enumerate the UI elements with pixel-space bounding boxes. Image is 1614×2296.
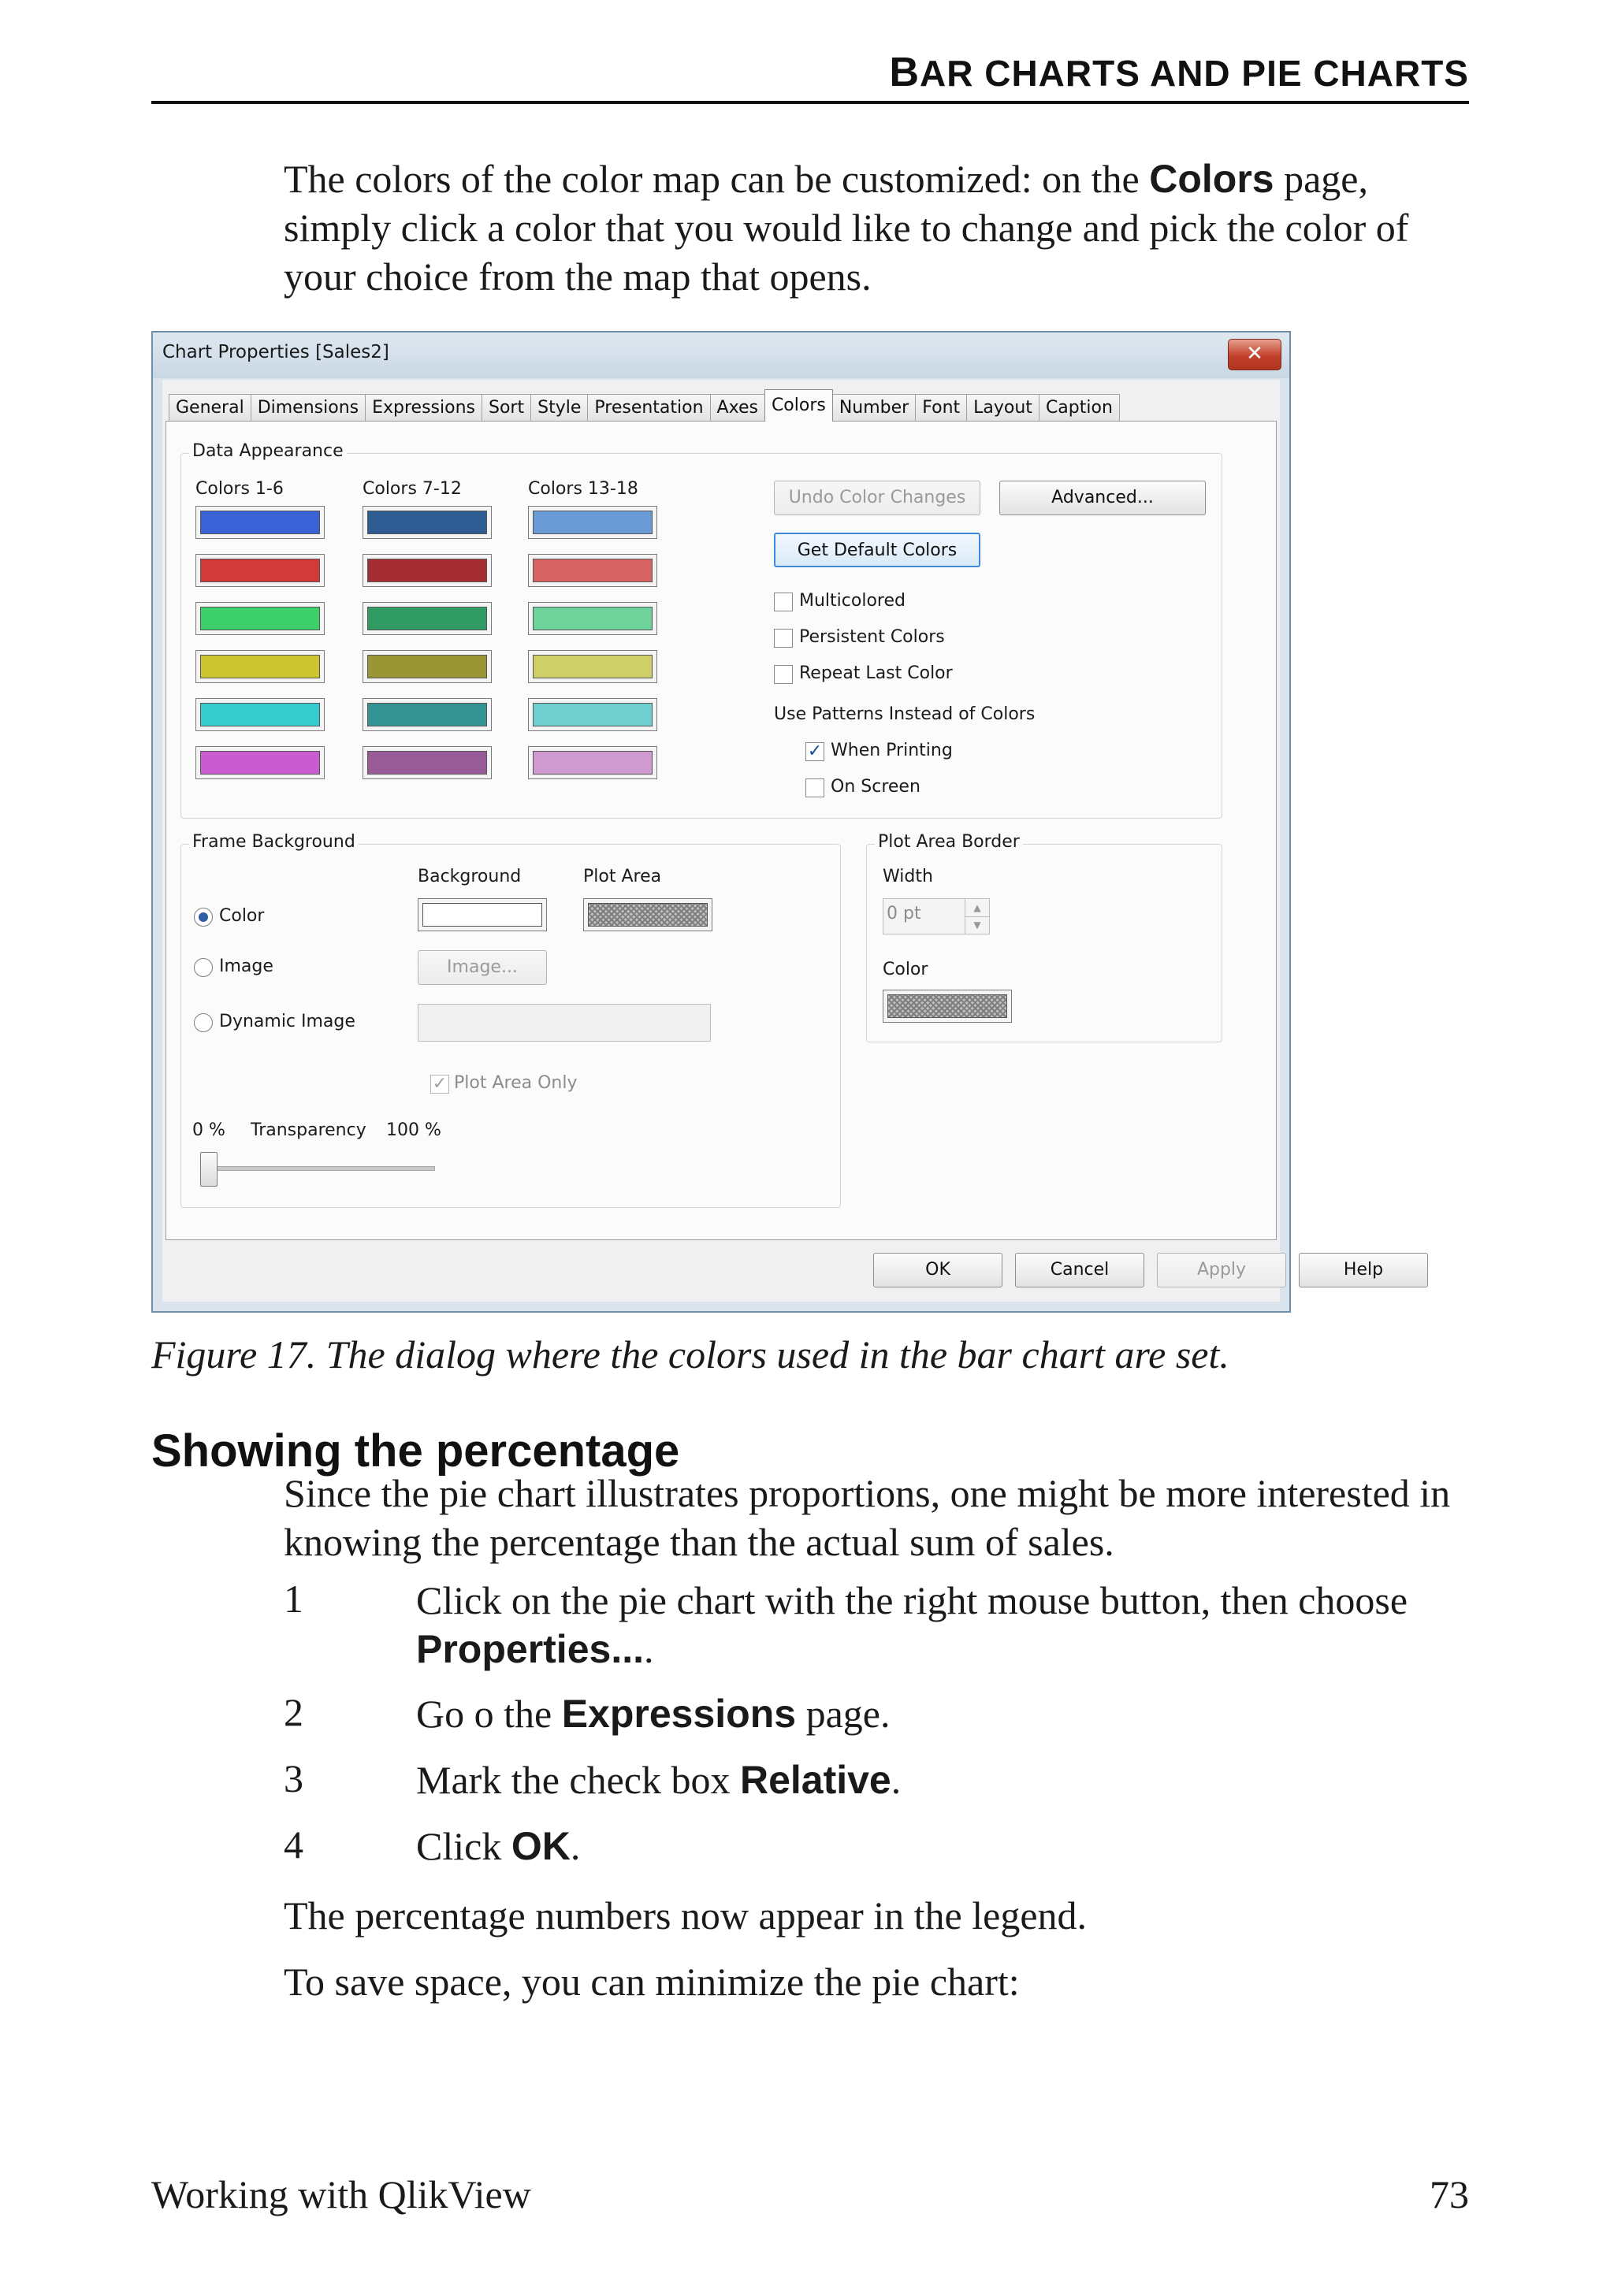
image-radio-label: Image — [219, 957, 273, 976]
width-label: Width — [883, 867, 933, 886]
color-radio-label: Color — [219, 906, 265, 926]
advanced-button[interactable]: Advanced... — [999, 481, 1206, 515]
frame-background-group — [180, 832, 841, 1208]
color-swatch-fill — [533, 511, 653, 534]
transparency-max-label: 100 % — [386, 1120, 441, 1140]
step-number: 4 — [284, 1822, 303, 1867]
transparency-slider-thumb[interactable] — [200, 1152, 218, 1187]
color-swatch-fill — [367, 559, 487, 582]
color-swatch-1[interactable] — [195, 506, 325, 539]
data-appearance-group — [180, 441, 1222, 819]
cancel-button[interactable]: Cancel — [1015, 1253, 1144, 1287]
image-radio[interactable] — [194, 958, 213, 977]
color-swatch-fill — [200, 511, 320, 534]
dialog-client — [162, 380, 1384, 1302]
undo-color-changes-button[interactable]: Undo Color Changes — [774, 481, 980, 515]
section-intro: Since the pie chart illustrates proportions, one might be more interested in knowing the percentage than the actual sum of sales. — [284, 1471, 1451, 1564]
color-swatch-16[interactable] — [528, 650, 657, 683]
running-head-initial: B — [889, 50, 920, 95]
color-radio[interactable] — [194, 908, 213, 927]
color-swatch-10[interactable] — [363, 650, 492, 683]
color-swatch-7[interactable] — [363, 506, 492, 539]
width-value: 0 pt — [887, 904, 921, 923]
running-head-rest: AR CHARTS AND PIE CHARTS — [920, 53, 1469, 94]
color-swatch-18[interactable] — [528, 746, 657, 779]
on-screen-checkbox[interactable] — [805, 778, 824, 797]
step-number: 1 — [284, 1577, 303, 1621]
color-swatch-2[interactable] — [195, 554, 325, 587]
tab-general[interactable]: General — [169, 394, 251, 422]
chart-properties-dialog — [151, 331, 1384, 1313]
color-swatch-fill — [367, 751, 487, 775]
color-swatch-8[interactable] — [363, 554, 492, 587]
step-text: Click on the pie chart with the right mouse button, then choose Properties.... — [416, 1578, 1408, 1671]
persistent-colors-checkbox[interactable] — [774, 629, 793, 648]
close-icon[interactable]: ✕ — [1228, 339, 1281, 370]
tab-font[interactable]: Font — [915, 394, 967, 422]
tab-sort[interactable]: Sort — [482, 394, 531, 422]
dynamic-image-radio[interactable] — [194, 1013, 213, 1032]
plot-area-only-checkbox[interactable]: ✓ — [430, 1075, 449, 1094]
color-swatch-fill — [200, 655, 320, 678]
colors-1-6-label: Colors 1-6 — [195, 479, 284, 499]
minimize-paragraph: To save space, you can minimize the pie chart: — [284, 1960, 1020, 2004]
color-swatch-fill — [200, 607, 320, 630]
result-paragraph: The percentage numbers now appear in the legend. — [284, 1893, 1088, 1937]
persistent-colors-label: Persistent Colors — [799, 627, 945, 647]
color-swatch-6[interactable] — [195, 746, 325, 779]
header-rule — [151, 101, 1469, 104]
color-swatch-17[interactable] — [528, 698, 657, 731]
color-swatch-3[interactable] — [195, 602, 325, 635]
get-default-colors-button[interactable]: Get Default Colors — [774, 533, 980, 567]
color-swatch-fill — [367, 607, 487, 630]
colors-tab-panel — [165, 421, 1277, 1240]
color-swatch-11[interactable] — [363, 698, 492, 731]
figure-caption: Figure 17. The dialog where the colors used in the bar chart are set. — [151, 1332, 1229, 1376]
footer-title: Working with QlikView — [151, 2172, 531, 2216]
page-number: 73 — [1430, 2172, 1469, 2216]
intro-paragraph: The colors of the color map can be customized: on the Colors page, simply click a color that you would like to change and pick the color of your choice from the map that opens. — [284, 157, 1409, 299]
when-printing-checkbox[interactable]: ✓ — [805, 742, 824, 761]
color-swatch-15[interactable] — [528, 602, 657, 635]
colors-13-18-label: Colors 13-18 — [528, 479, 638, 499]
dialog-title: Chart Properties [Sales2] — [162, 342, 389, 362]
plot-area-border-label: Plot Area Border — [875, 832, 1023, 852]
dynamic-image-input[interactable] — [418, 1004, 711, 1042]
color-swatch-fill — [367, 703, 487, 726]
tab-dimensions[interactable]: Dimensions — [251, 394, 366, 422]
colors-7-12-label: Colors 7-12 — [363, 479, 462, 499]
tab-expressions[interactable]: Expressions — [365, 394, 482, 422]
section-heading: Showing the percentage — [151, 1425, 680, 1477]
dynamic-image-radio-label: Dynamic Image — [219, 1012, 355, 1031]
border-color-swatch[interactable] — [883, 990, 1012, 1023]
frame-background-label: Frame Background — [189, 832, 359, 852]
color-swatch-fill — [533, 607, 653, 630]
color-swatch-12[interactable] — [363, 746, 492, 779]
color-swatch-5[interactable] — [195, 698, 325, 731]
color-swatch-fill — [367, 511, 487, 534]
tab-presentation[interactable]: Presentation — [587, 394, 710, 422]
color-swatch-13[interactable] — [528, 506, 657, 539]
color-swatch-fill — [200, 559, 320, 582]
plot-area-color-swatch[interactable] — [583, 898, 712, 931]
on-screen-label: On Screen — [831, 777, 920, 797]
stepper-up-icon[interactable]: ▲ — [965, 899, 989, 917]
step-text: Go o the Expressions page. — [416, 1692, 891, 1736]
transparency-label: Transparency — [251, 1120, 366, 1140]
color-swatch-fill — [533, 703, 653, 726]
multicolored-checkbox[interactable] — [774, 593, 793, 611]
stepper-down-icon[interactable]: ▼ — [965, 916, 989, 934]
color-swatch-fill — [367, 655, 487, 678]
color-swatch-14[interactable] — [528, 554, 657, 587]
plot-area-only-label: Plot Area Only — [454, 1073, 578, 1093]
color-swatch-4[interactable] — [195, 650, 325, 683]
step-text: Click OK. — [416, 1824, 581, 1868]
multicolored-label: Multicolored — [799, 591, 906, 611]
width-stepper[interactable] — [883, 898, 990, 934]
tab-style[interactable]: Style — [530, 394, 588, 422]
tab-caption[interactable]: Caption — [1039, 394, 1120, 422]
color-swatch-fill — [533, 655, 653, 678]
tab-number[interactable]: Number — [832, 394, 916, 422]
help-button[interactable]: Help — [1299, 1253, 1428, 1287]
transparency-slider-track[interactable] — [200, 1166, 435, 1171]
use-patterns-label: Use Patterns Instead of Colors — [774, 704, 1036, 724]
tab-layout[interactable]: Layout — [966, 394, 1039, 422]
step-number: 3 — [284, 1756, 303, 1800]
tab-strip — [169, 391, 1119, 419]
repeat-last-color-label: Repeat Last Color — [799, 663, 953, 683]
running-head — [889, 49, 1469, 96]
border-color-label: Color — [883, 960, 928, 979]
transparency-min-label: 0 % — [192, 1120, 225, 1140]
tab-colors[interactable]: Colors — [764, 389, 833, 422]
step-number: 2 — [284, 1690, 303, 1734]
repeat-last-color-checkbox[interactable] — [774, 665, 793, 684]
color-swatch-9[interactable] — [363, 602, 492, 635]
color-swatch-fill — [533, 559, 653, 582]
when-printing-label: When Printing — [831, 741, 953, 760]
background-color-swatch[interactable] — [418, 898, 547, 931]
data-appearance-label: Data Appearance — [189, 441, 347, 461]
tab-axes[interactable]: Axes — [710, 394, 765, 422]
dialog-titlebar — [153, 333, 1289, 378]
step-text: Mark the check box Relative. — [416, 1758, 902, 1802]
color-swatch-fill — [200, 751, 320, 775]
plot-area-label: Plot Area — [583, 867, 662, 886]
plot-area-border-group — [866, 832, 1222, 1042]
apply-button[interactable]: Apply — [1157, 1253, 1286, 1287]
ok-button[interactable]: OK — [873, 1253, 1002, 1287]
image-button[interactable]: Image... — [418, 950, 547, 985]
background-label: Background — [418, 867, 522, 886]
color-swatch-fill — [200, 703, 320, 726]
color-swatch-fill — [533, 751, 653, 775]
